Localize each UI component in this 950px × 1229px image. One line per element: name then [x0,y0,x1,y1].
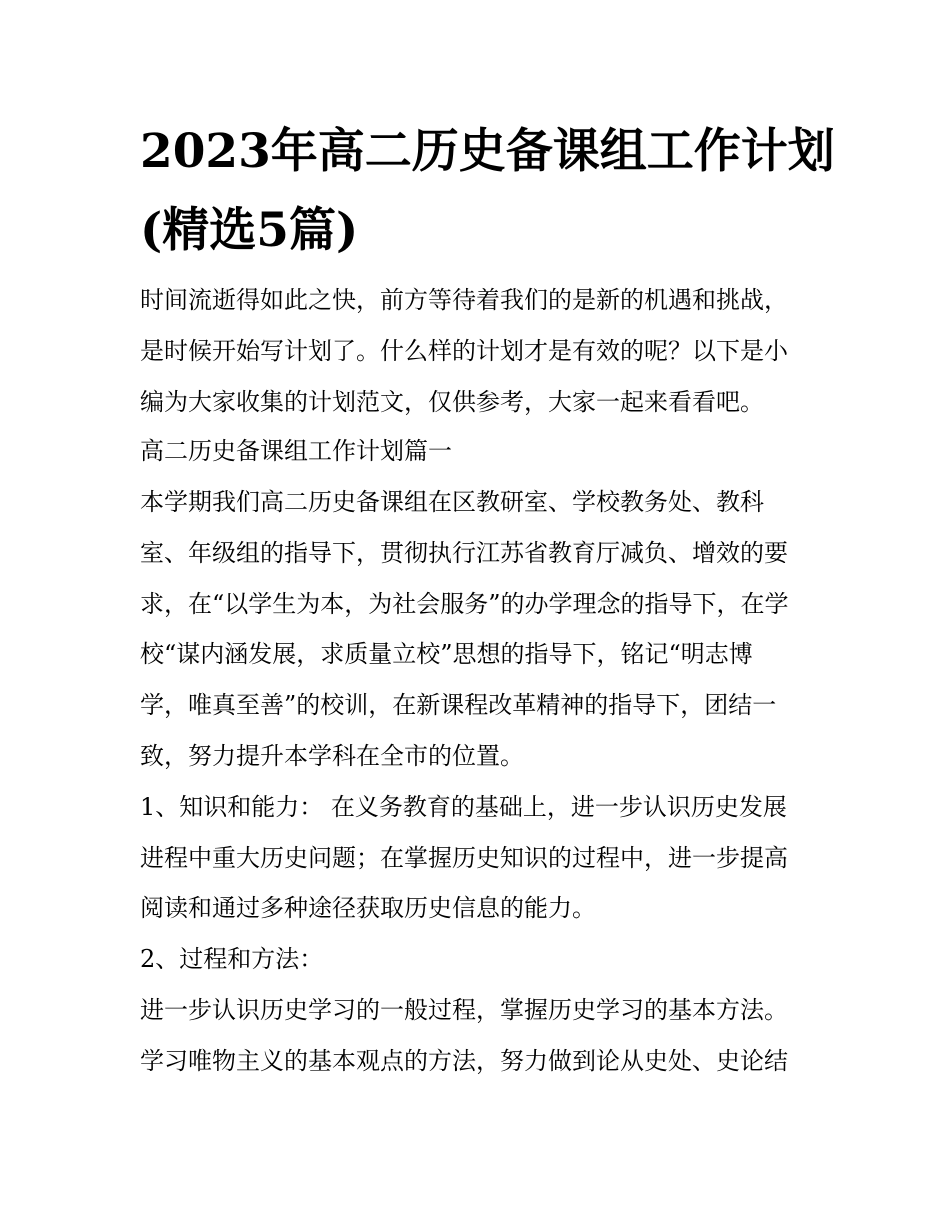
body-line: 阅读和通过多种途径获取历史信息的能力。 [140,894,596,922]
body-line: 编为大家收集的计划范文，仅供参考，大家一起来看看吧。 [140,388,764,416]
body-line: 校“谋内涵发展，求质量立校”思想的指导下，铭记“明志博 [140,640,753,668]
body-line: 进程中重大历史问题；在掌握历史知识的过程中，进一步提高 [140,844,788,872]
body-line: 求，在“以学生为本，为社会服务”的办学理念的指导下，在学 [140,590,789,618]
body-line: 室、年级组的指导下，贯彻执行江苏省教育厅减负、增效的要 [140,539,788,567]
body-line: 学，唯真至善”的校训，在新课程改革精神的指导下，团结一 [140,691,777,719]
section-heading: 高二历史备课组工作计划篇一 [140,437,452,465]
body-line: 学习唯物主义的基本观点的方法，努力做到论从史处、史论结 [140,1047,788,1075]
body-line: 是时候开始写计划了。什么样的计划才是有效的呢？以下是小 [140,337,788,365]
document-title: 2023年高二历史备课组工作计划(精选5篇) [140,124,835,258]
body-line: 时间流逝得如此之快，前方等待着我们的是新的机遇和挑战， [140,286,788,314]
body-line: 进一步认识历史学习的一般过程，掌握历史学习的基本方法。 [140,996,788,1024]
body-line: 致，努力提升本学科在全市的位置。 [140,742,524,770]
body-line: 2、过程和方法： [140,945,324,973]
body-line: 本学期我们高二历史备课组在区教研室、学校教务处、教科 [140,488,764,516]
body-line: 1、知识和能力： 在义务教育的基础上，进一步认识历史发展 [140,793,787,821]
